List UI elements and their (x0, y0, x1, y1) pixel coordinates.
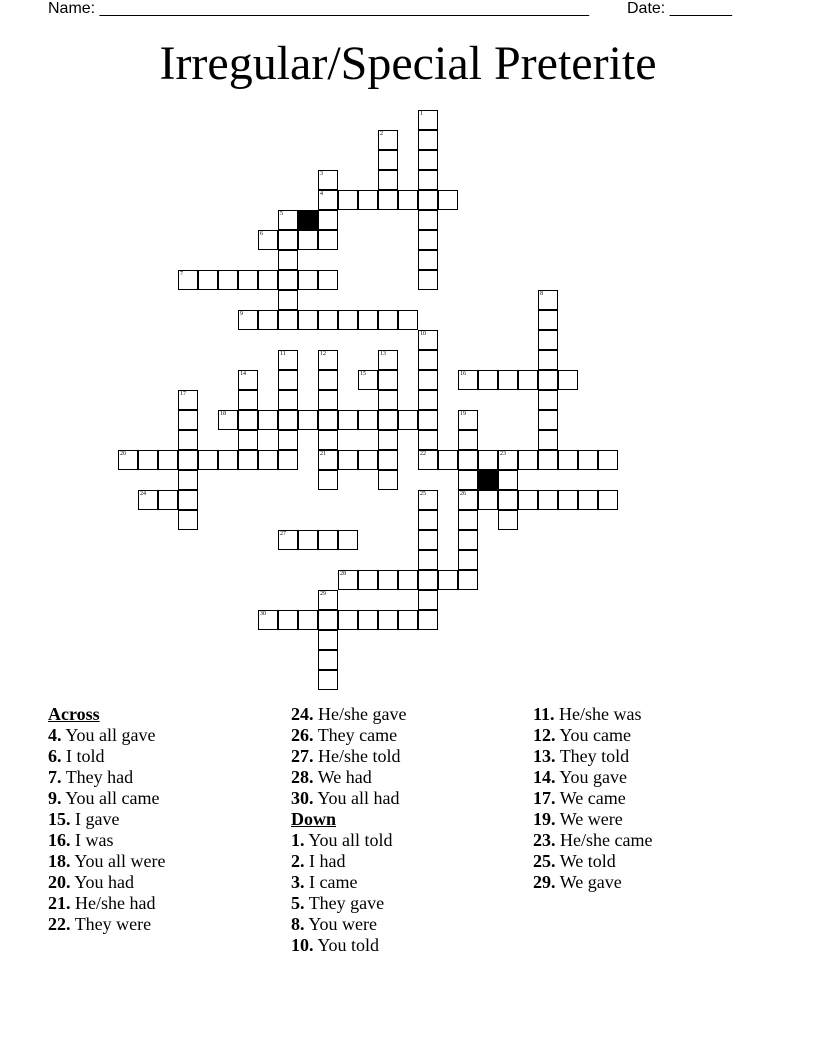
blocked-cell (478, 470, 498, 490)
crossword-cell[interactable] (278, 430, 298, 450)
crossword-cell[interactable] (418, 570, 438, 590)
clue-number: 17. (533, 788, 556, 808)
crossword-cell[interactable] (178, 450, 198, 470)
clue-item (48, 809, 166, 830)
clue-text: He/she told (318, 746, 401, 766)
crossword-cell[interactable] (538, 330, 558, 350)
crossword-cell[interactable] (418, 190, 438, 210)
crossword-cell[interactable] (518, 370, 538, 390)
clue-item (533, 872, 652, 893)
crossword-cell[interactable] (338, 410, 358, 430)
crossword-cell[interactable] (238, 450, 258, 470)
crossword-cell[interactable] (378, 370, 398, 390)
clue-number: 8. (291, 914, 305, 934)
clue-number: 21. (48, 893, 71, 913)
clue-number: 23. (533, 830, 556, 850)
crossword-cell[interactable] (258, 310, 278, 330)
crossword-cell[interactable] (458, 530, 478, 550)
crossword-cell[interactable] (538, 490, 558, 510)
crossword-cell[interactable] (418, 270, 438, 290)
crossword-cell[interactable] (138, 450, 158, 470)
crossword-cell[interactable] (278, 530, 298, 550)
cell-number: 24 (140, 491, 146, 497)
clue-item (48, 767, 166, 788)
crossword-cell[interactable] (478, 370, 498, 390)
crossword-cell[interactable] (498, 370, 518, 390)
crossword-cell[interactable] (258, 410, 278, 430)
cell-number: 16 (460, 371, 466, 377)
crossword-cell[interactable] (538, 370, 558, 390)
clue-number: 9. (48, 788, 62, 808)
clue-number: 3. (291, 872, 305, 892)
crossword-cell[interactable] (338, 530, 358, 550)
crossword-cell[interactable] (278, 350, 298, 370)
clue-text: We were (559, 809, 623, 829)
crossword-cell[interactable] (458, 510, 478, 530)
clue-item (533, 809, 652, 830)
clue-item (48, 725, 166, 746)
crossword-cell[interactable] (318, 170, 338, 190)
cell-number: 9 (240, 311, 243, 317)
crossword-cell[interactable] (438, 570, 458, 590)
clue-item (291, 935, 406, 956)
cell-number: 25 (420, 491, 426, 497)
crossword-cell[interactable] (438, 190, 458, 210)
crossword-cell[interactable] (378, 390, 398, 410)
crossword-cell[interactable] (498, 510, 518, 530)
cell-number: 23 (500, 451, 506, 457)
crossword-cell[interactable] (538, 350, 558, 370)
crossword-cell[interactable] (458, 410, 478, 430)
cell-number: 5 (280, 211, 283, 217)
crossword-cell[interactable] (318, 230, 338, 250)
clue-item (291, 788, 406, 809)
cell-number: 17 (180, 391, 186, 397)
crossword-cell[interactable] (278, 610, 298, 630)
crossword-cell[interactable] (318, 370, 338, 390)
clue-text: I was (75, 830, 114, 850)
crossword-cell[interactable] (538, 310, 558, 330)
crossword-cell[interactable] (478, 450, 498, 470)
crossword-cell[interactable] (238, 390, 258, 410)
clue-text: He/she came (560, 830, 653, 850)
clue-text: They gave (308, 893, 385, 913)
crossword-cell[interactable] (258, 610, 278, 630)
crossword-cell[interactable] (178, 270, 198, 290)
crossword-cell[interactable] (418, 230, 438, 250)
clue-item (533, 767, 652, 788)
crossword-cell[interactable] (418, 210, 438, 230)
clue-number: 22. (48, 914, 71, 934)
crossword-cell[interactable] (378, 310, 398, 330)
crossword-cell[interactable] (518, 490, 538, 510)
worksheet-title: Irregular/Special Preterite (159, 37, 657, 90)
clue-heading-down: Down (291, 809, 337, 829)
crossword-cell[interactable] (598, 450, 618, 470)
crossword-cell[interactable] (278, 310, 298, 330)
crossword-cell[interactable] (378, 430, 398, 450)
cell-number: 19 (460, 411, 466, 417)
crossword-cell[interactable] (218, 270, 238, 290)
clue-item (48, 746, 166, 767)
clue-number: 20. (48, 872, 71, 892)
crossword-cell[interactable] (178, 390, 198, 410)
cell-number: 6 (260, 231, 263, 237)
clue-item (48, 830, 166, 851)
crossword-cell[interactable] (318, 270, 338, 290)
crossword-cell[interactable] (278, 450, 298, 470)
crossword-cell[interactable] (238, 410, 258, 430)
cell-number: 30 (260, 611, 266, 617)
clue-item (48, 788, 166, 809)
clue-number: 19. (533, 809, 556, 829)
crossword-cell[interactable] (558, 450, 578, 470)
cell-number: 21 (320, 451, 326, 457)
crossword-cell[interactable] (178, 510, 198, 530)
clue-text: I told (66, 746, 105, 766)
cell-number: 10 (420, 331, 426, 337)
crossword-cell[interactable] (458, 430, 478, 450)
clue-text: They had (65, 767, 134, 787)
crossword-cell[interactable] (258, 270, 278, 290)
clue-number: 6. (48, 746, 62, 766)
crossword-cell[interactable] (318, 390, 338, 410)
clue-item (48, 914, 166, 935)
clue-text: We gave (559, 872, 622, 892)
crossword-cell[interactable] (418, 330, 438, 350)
cell-number: 29 (320, 591, 326, 597)
crossword-cell[interactable] (298, 230, 318, 250)
crossword-cell[interactable] (318, 630, 338, 650)
crossword-cell[interactable] (318, 450, 338, 470)
clue-text: They told (559, 746, 630, 766)
crossword-cell[interactable] (178, 410, 198, 430)
crossword-cell[interactable] (578, 490, 598, 510)
crossword-cell[interactable] (418, 170, 438, 190)
clue-item (291, 914, 406, 935)
crossword-cell[interactable] (318, 470, 338, 490)
clue-item (291, 767, 406, 788)
crossword-cell[interactable] (498, 490, 518, 510)
clue-number: 4. (48, 725, 62, 745)
crossword-cell[interactable] (358, 610, 378, 630)
crossword-cell[interactable] (418, 110, 438, 130)
crossword-cell[interactable] (158, 450, 178, 470)
cell-number: 11 (280, 351, 286, 357)
clue-item (48, 851, 166, 872)
crossword-cell[interactable] (298, 610, 318, 630)
crossword-cell[interactable] (518, 450, 538, 470)
clue-number: 25. (533, 851, 556, 871)
clue-item (291, 746, 406, 767)
cell-number: 15 (360, 371, 366, 377)
clue-text: You came (559, 725, 632, 745)
clue-text: You all had (317, 788, 400, 808)
crossword-cell[interactable] (358, 450, 378, 470)
crossword-cell[interactable] (378, 570, 398, 590)
crossword-cell[interactable] (238, 430, 258, 450)
crossword-cell[interactable] (358, 310, 378, 330)
cell-number: 7 (180, 271, 183, 277)
crossword-cell[interactable] (318, 210, 338, 230)
crossword-cell[interactable] (318, 670, 338, 690)
crossword-cell[interactable] (338, 190, 358, 210)
crossword-cell[interactable] (398, 410, 418, 430)
clue-text: You all gave (65, 725, 156, 745)
crossword-cell[interactable] (198, 450, 218, 470)
date-field-label: Date: _______ (627, 0, 732, 17)
crossword-cell[interactable] (198, 270, 218, 290)
crossword-cell[interactable] (538, 450, 558, 470)
cell-number: 27 (280, 531, 286, 537)
cell-number: 2 (380, 131, 383, 137)
cell-number: 4 (320, 191, 323, 197)
crossword-cell[interactable] (538, 390, 558, 410)
clue-item (533, 725, 652, 746)
crossword-cell[interactable] (458, 490, 478, 510)
crossword-cell[interactable] (378, 610, 398, 630)
crossword-cell[interactable] (418, 530, 438, 550)
crossword-cell[interactable] (418, 610, 438, 630)
crossword-cell[interactable] (358, 190, 378, 210)
crossword-cell[interactable] (418, 590, 438, 610)
clue-text: You all told (308, 830, 393, 850)
crossword-cell[interactable] (118, 450, 138, 470)
clue-heading-across: Across (48, 704, 100, 724)
crossword-cell[interactable] (478, 490, 498, 510)
clue-column-2 (291, 704, 406, 956)
crossword-cell[interactable] (458, 370, 478, 390)
crossword-cell[interactable] (258, 230, 278, 250)
crossword-cell[interactable] (318, 610, 338, 630)
crossword-cell[interactable] (178, 470, 198, 490)
crossword-cell[interactable] (318, 530, 338, 550)
crossword-cell[interactable] (418, 430, 438, 450)
clue-text: He/she had (75, 893, 156, 913)
crossword-cell[interactable] (238, 370, 258, 390)
clue-text: You had (74, 872, 135, 892)
crossword-cell[interactable] (238, 270, 258, 290)
clue-number: 5. (291, 893, 305, 913)
crossword-cell[interactable] (278, 290, 298, 310)
crossword-cell[interactable] (558, 370, 578, 390)
cell-number: 12 (320, 351, 326, 357)
clue-number: 29. (533, 872, 556, 892)
crossword-cell[interactable] (418, 250, 438, 270)
crossword-cell[interactable] (358, 570, 378, 590)
clue-text: We told (559, 851, 616, 871)
crossword-cell[interactable] (278, 210, 298, 230)
crossword-cell[interactable] (318, 650, 338, 670)
crossword-cell[interactable] (398, 610, 418, 630)
clue-item (533, 704, 652, 725)
crossword-cell[interactable] (318, 350, 338, 370)
cell-number: 28 (340, 571, 346, 577)
crossword-cell[interactable] (458, 470, 478, 490)
crossword-cell[interactable] (418, 390, 438, 410)
clue-item (291, 851, 406, 872)
clue-number: 16. (48, 830, 71, 850)
crossword-cell[interactable] (418, 450, 438, 470)
clue-item (533, 851, 652, 872)
crossword-cell[interactable] (278, 410, 298, 430)
crossword-cell[interactable] (378, 350, 398, 370)
crossword-cell[interactable] (398, 310, 418, 330)
clue-text: He/she was (559, 704, 642, 724)
clue-number: 7. (48, 767, 62, 787)
crossword-cell[interactable] (598, 490, 618, 510)
crossword-cell[interactable] (418, 550, 438, 570)
crossword-cell[interactable] (498, 470, 518, 490)
crossword-cell[interactable] (378, 130, 398, 150)
crossword-cell[interactable] (318, 310, 338, 330)
crossword-cell[interactable] (338, 310, 358, 330)
cell-number: 8 (540, 291, 543, 297)
crossword-cell[interactable] (318, 430, 338, 450)
clue-text: I had (309, 851, 346, 871)
clue-item (533, 746, 652, 767)
crossword-cell[interactable] (338, 570, 358, 590)
cell-number: 1 (420, 111, 423, 117)
crossword-cell[interactable] (258, 450, 278, 470)
crossword-cell[interactable] (378, 470, 398, 490)
cell-number: 3 (320, 171, 323, 177)
crossword-cell[interactable] (418, 370, 438, 390)
clue-number: 14. (533, 767, 556, 787)
crossword-cell[interactable] (318, 590, 338, 610)
clue-number: 2. (291, 851, 305, 871)
crossword-cell[interactable] (338, 610, 358, 630)
crossword-cell[interactable] (218, 450, 238, 470)
clue-item (533, 830, 652, 851)
crossword-cell[interactable] (458, 550, 478, 570)
cell-number: 22 (420, 451, 426, 457)
crossword-cell[interactable] (298, 410, 318, 430)
crossword-cell[interactable] (358, 410, 378, 430)
clue-number: 15. (48, 809, 71, 829)
crossword-cell[interactable] (418, 510, 438, 530)
clue-number: 1. (291, 830, 305, 850)
clue-number: 30. (291, 788, 314, 808)
clue-text: I came (309, 872, 358, 892)
clue-number: 28. (291, 767, 314, 787)
clue-column-1 (48, 704, 166, 935)
crossword-cell[interactable] (378, 190, 398, 210)
crossword-cell[interactable] (378, 150, 398, 170)
clue-item (291, 725, 406, 746)
clue-item (291, 704, 406, 725)
crossword-cell[interactable] (398, 570, 418, 590)
crossword-cell[interactable] (538, 430, 558, 450)
crossword-cell[interactable] (278, 230, 298, 250)
crossword-cell[interactable] (458, 570, 478, 590)
clue-number: 12. (533, 725, 556, 745)
clue-column-3 (533, 704, 652, 893)
crossword-cell[interactable] (358, 370, 378, 390)
clue-text: They were (74, 914, 152, 934)
clue-text: You told (317, 935, 380, 955)
clue-text: You all were (74, 851, 166, 871)
crossword-cell[interactable] (378, 410, 398, 430)
crossword-cell[interactable] (278, 370, 298, 390)
crossword-cell[interactable] (578, 450, 598, 470)
name-field-label: Name: _______________________________________________________ (48, 0, 589, 17)
crossword-cell[interactable] (138, 490, 158, 510)
crossword-cell[interactable] (418, 410, 438, 430)
cell-number: 18 (220, 411, 226, 417)
crossword-cell[interactable] (498, 450, 518, 470)
clue-text: We had (317, 767, 372, 787)
clue-text: They came (317, 725, 398, 745)
crossword-cell[interactable] (218, 410, 238, 430)
clue-text: You gave (559, 767, 628, 787)
clue-number: 24. (291, 704, 314, 724)
crossword-cell[interactable] (298, 270, 318, 290)
clue-text: You were (308, 914, 378, 934)
crossword-cell[interactable] (158, 490, 178, 510)
crossword-cell[interactable] (378, 450, 398, 470)
clue-number: 11. (533, 704, 555, 724)
cell-number: 20 (120, 451, 126, 457)
crossword-cell[interactable] (318, 410, 338, 430)
blocked-cell (298, 210, 318, 230)
clue-number: 13. (533, 746, 556, 766)
clue-item (48, 872, 166, 893)
crossword-cell[interactable] (418, 150, 438, 170)
cell-number: 13 (380, 351, 386, 357)
crossword-cell[interactable] (338, 450, 358, 470)
clue-text: You all came (65, 788, 160, 808)
cell-number: 14 (240, 371, 246, 377)
clue-item (48, 893, 166, 914)
clue-number: 10. (291, 935, 314, 955)
crossword-cell[interactable] (178, 490, 198, 510)
clue-text: I gave (75, 809, 120, 829)
clue-item (533, 788, 652, 809)
cell-number: 26 (460, 491, 466, 497)
crossword-cell[interactable] (378, 170, 398, 190)
crossword-cell[interactable] (418, 490, 438, 510)
crossword-cell[interactable] (538, 290, 558, 310)
crossword-cell[interactable] (178, 430, 198, 450)
crossword-cell[interactable] (298, 310, 318, 330)
crossword-cell[interactable] (238, 310, 258, 330)
crossword-cell[interactable] (458, 450, 478, 470)
clue-item (291, 872, 406, 893)
crossword-cell[interactable] (558, 490, 578, 510)
clue-number: 27. (291, 746, 314, 766)
crossword-cell[interactable] (398, 190, 418, 210)
crossword-cell[interactable] (318, 190, 338, 210)
clue-text: We came (559, 788, 626, 808)
clue-item (291, 893, 406, 914)
crossword-cell[interactable] (418, 350, 438, 370)
clue-item (291, 830, 406, 851)
crossword-cell[interactable] (298, 530, 318, 550)
crossword-cell[interactable] (278, 270, 298, 290)
crossword-cell[interactable] (538, 410, 558, 430)
clue-number: 18. (48, 851, 71, 871)
crossword-cell[interactable] (418, 130, 438, 150)
crossword-cell[interactable] (278, 390, 298, 410)
clue-text: He/she gave (318, 704, 407, 724)
crossword-cell[interactable] (438, 450, 458, 470)
crossword-cell[interactable] (278, 250, 298, 270)
clue-number: 26. (291, 725, 314, 745)
